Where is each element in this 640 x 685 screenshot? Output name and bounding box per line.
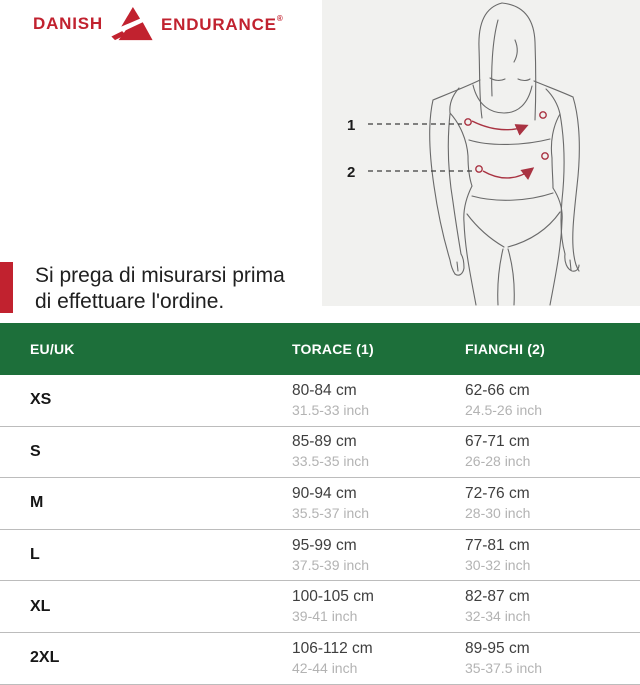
chest-cm-value: 85-89 cm xyxy=(292,433,357,451)
cell-hips xyxy=(465,633,640,684)
brand-word-danish: DANISH xyxy=(33,14,103,33)
hips-inch-value: 24.5-26 inch xyxy=(465,401,543,418)
cell-hips xyxy=(465,581,640,632)
hips-cm-value: 72-76 cm xyxy=(465,484,530,502)
hips-cm-value: 82-87 cm xyxy=(465,588,530,606)
chest-tape-start-loop xyxy=(465,119,471,125)
chest-measure-label: 1 xyxy=(347,117,356,134)
measure-note-line2: di effettuare l'ordine. xyxy=(35,290,225,313)
leader-lines xyxy=(368,124,472,171)
size-table-header-row xyxy=(0,323,640,375)
measure-note-line1: Si prega di misurarsi prima xyxy=(35,264,285,287)
cell-hips xyxy=(465,427,640,478)
cell-size: M xyxy=(30,494,44,512)
cell-size: XL xyxy=(30,597,51,615)
brand-word-endurance xyxy=(161,14,283,35)
hips-cm-value: 67-71 cm xyxy=(465,433,530,451)
table-row xyxy=(0,530,640,582)
chest-cm-value: 106-112 cm xyxy=(292,639,373,657)
header-chest: TORACE (1) xyxy=(292,341,374,357)
chest-inch-value: 37.5-39 inch xyxy=(292,556,370,573)
chest-cm-value: 95-99 cm xyxy=(292,536,357,554)
trademark-symbol: ® xyxy=(276,13,283,23)
brand-logo xyxy=(33,6,283,42)
hips-inch-value: 30-32 inch xyxy=(465,556,531,573)
brand-triangle-icon xyxy=(110,7,154,41)
chest-inch-value: 35.5-37 inch xyxy=(292,504,370,521)
chest-inch-value: 42-44 inch xyxy=(292,659,358,676)
measurement-diagram-panel xyxy=(322,0,640,306)
header-hips: FIANCHI (2) xyxy=(465,341,545,357)
woman-outline xyxy=(430,3,580,305)
table-row xyxy=(0,633,640,685)
cell-hips xyxy=(465,478,640,529)
measure-note xyxy=(35,263,285,315)
hips-inch-value: 35-37.5 inch xyxy=(465,659,543,676)
cell-chest xyxy=(292,530,465,581)
cell-size: XS xyxy=(30,391,52,409)
hips-cm-value: 77-81 cm xyxy=(465,536,530,554)
chest-cm-value: 100-105 cm xyxy=(292,588,374,606)
hips-tape-end-loop xyxy=(542,153,548,159)
hips-arrow xyxy=(483,169,532,178)
table-row xyxy=(0,581,640,633)
cell-chest xyxy=(292,581,465,632)
chest-inch-value: 39-41 inch xyxy=(292,608,358,625)
chest-tape-end-loop xyxy=(540,112,546,118)
chest-cm-value: 80-84 cm xyxy=(292,381,357,399)
cell-chest xyxy=(292,633,465,684)
hips-inch-value: 32-34 inch xyxy=(465,608,531,625)
cell-size: 2XL xyxy=(30,649,60,667)
hips-measure-label: 2 xyxy=(347,164,356,181)
size-table xyxy=(0,323,640,685)
table-row xyxy=(0,375,640,427)
cell-chest xyxy=(292,478,465,529)
cell-size: L xyxy=(30,546,40,564)
cell-hips xyxy=(465,375,640,426)
cell-chest xyxy=(292,427,465,478)
brand-word-endurance-text: ENDURANCE xyxy=(160,14,277,34)
table-row xyxy=(0,478,640,530)
hips-cm-value: 62-66 cm xyxy=(465,381,530,399)
cell-size: S xyxy=(30,442,41,460)
header-size: EU/UK xyxy=(30,341,75,357)
cell-hips xyxy=(465,530,640,581)
hips-inch-value: 26-28 inch xyxy=(465,453,531,470)
hips-inch-value: 28-30 inch xyxy=(465,504,531,521)
table-row xyxy=(0,427,640,479)
chest-inch-value: 33.5-35 inch xyxy=(292,453,370,470)
hips-tape-start-loop xyxy=(476,166,482,172)
chest-cm-value: 90-94 cm xyxy=(292,484,357,502)
hips-cm-value: 89-95 cm xyxy=(465,639,530,657)
chest-arrow xyxy=(472,121,526,130)
note-accent-bar xyxy=(0,262,13,313)
size-table-body xyxy=(0,375,640,685)
chest-inch-value: 31.5-33 inch xyxy=(292,401,370,418)
figure-illustration xyxy=(322,0,640,306)
cell-chest xyxy=(292,375,465,426)
